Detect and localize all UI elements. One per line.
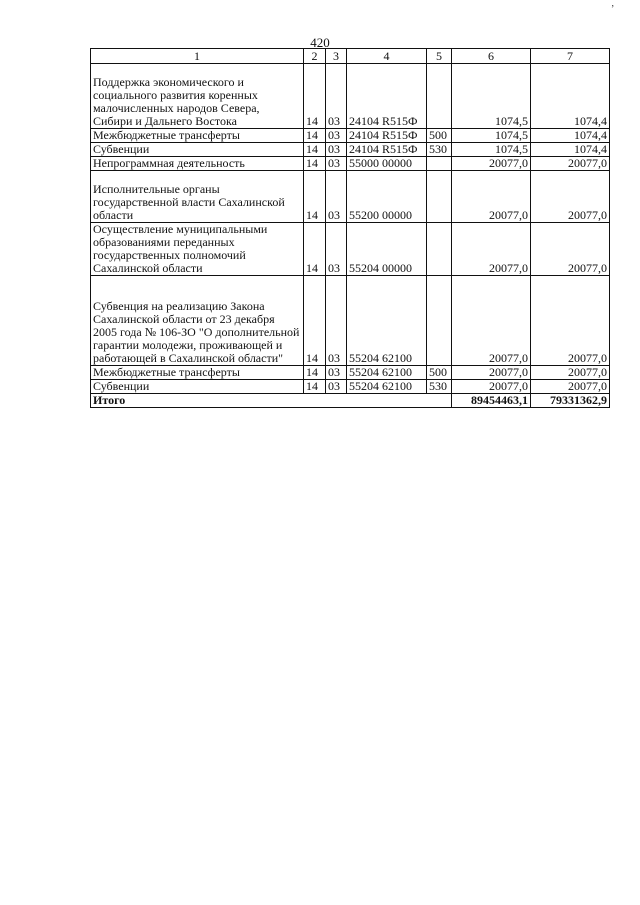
row-name-cell: Поддержка экономического и социального развития коренных малочисленных народов Севера, Сибири и Дальнего Востока (91, 64, 304, 129)
row-amount-2017-cell: 20077,0 (452, 157, 531, 171)
row-subsection-cell: 03 (326, 143, 347, 157)
row-name-cell: Субвенции (91, 143, 304, 157)
row-subsection-cell: 03 (326, 64, 347, 129)
row-section-cell: 14 (304, 366, 326, 380)
row-name-cell: Межбюджетные трансферты (91, 366, 304, 380)
corner-mark: ʼ (611, 4, 615, 15)
table-row (91, 366, 610, 380)
row-subsection-cell: 03 (326, 380, 347, 394)
row-amount-2017-cell: 20077,0 (452, 366, 531, 380)
row-expense-type-cell (427, 276, 452, 366)
row-target-code-cell: 24104 R515Ф (347, 129, 427, 143)
header-cell-6: 6 (452, 49, 531, 64)
row-amount-2018-cell: 20077,0 (531, 157, 610, 171)
row-subsection-cell: 03 (326, 366, 347, 380)
row-target-code-cell: 24104 R515Ф (347, 64, 427, 129)
row-expense-type-cell: 530 (427, 143, 452, 157)
row-amount-2017-cell: 1074,5 (452, 129, 531, 143)
row-subsection-cell: 03 (326, 129, 347, 143)
row-target-code-cell: 55000 00000 (347, 157, 427, 171)
budget-table (90, 48, 610, 408)
row-amount-2018-cell: 20077,0 (531, 171, 610, 223)
row-subsection-cell: 03 (326, 276, 347, 366)
row-section-cell: 14 (304, 143, 326, 157)
row-amount-2017-cell: 20077,0 (452, 171, 531, 223)
row-amount-2018-cell: 1074,4 (531, 129, 610, 143)
row-subsection-cell: 03 (326, 157, 347, 171)
row-target-code-cell: 55204 62100 (347, 276, 427, 366)
header-cell-1: 1 (91, 49, 304, 64)
table-header-row (91, 49, 610, 64)
row-name-cell: Субвенции (91, 380, 304, 394)
total-label: Итого (91, 394, 452, 408)
row-target-code-cell: 55204 62100 (347, 380, 427, 394)
row-expense-type-cell (427, 157, 452, 171)
header-cell-2: 2 (304, 49, 326, 64)
row-expense-type-cell (427, 64, 452, 129)
row-expense-type-cell (427, 171, 452, 223)
row-amount-2018-cell: 20077,0 (531, 366, 610, 380)
row-amount-2017-cell: 20077,0 (452, 380, 531, 394)
row-amount-2018-cell: 1074,4 (531, 64, 610, 129)
row-expense-type-cell (427, 223, 452, 276)
table-row (91, 64, 610, 129)
row-amount-2018-cell: 1074,4 (531, 143, 610, 157)
row-amount-2017-cell: 20077,0 (452, 223, 531, 276)
row-amount-2018-cell: 20077,0 (531, 276, 610, 366)
row-expense-type-cell: 500 (427, 366, 452, 380)
row-name-cell: Осуществление муниципальными образованиями переданных государственных полномочий Сахалинской области (91, 223, 304, 276)
row-subsection-cell: 03 (326, 171, 347, 223)
table-row (91, 157, 610, 171)
row-section-cell: 14 (304, 276, 326, 366)
table-row (91, 380, 610, 394)
table-row (91, 129, 610, 143)
total-amount-2017: 89454463,1 (452, 394, 531, 408)
row-section-cell: 14 (304, 380, 326, 394)
row-subsection-cell: 03 (326, 223, 347, 276)
header-cell-7: 7 (531, 49, 610, 64)
table-row (91, 223, 610, 276)
header-cell-3: 3 (326, 49, 347, 64)
row-name-cell: Межбюджетные трансферты (91, 129, 304, 143)
row-target-code-cell: 24104 R515Ф (347, 143, 427, 157)
row-section-cell: 14 (304, 171, 326, 223)
row-name-cell: Непрограммная деятельность (91, 157, 304, 171)
header-cell-5: 5 (427, 49, 452, 64)
row-target-code-cell: 55204 62100 (347, 366, 427, 380)
row-target-code-cell: 55200 00000 (347, 171, 427, 223)
row-name-cell: Субвенция на реализацию Закона Сахалинской области от 23 декабря 2005 года № 106-ЗО "О дополнительной гарантии молодежи, проживающей и работающей в Сахалинской области" (91, 276, 304, 366)
table-row (91, 171, 610, 223)
row-section-cell: 14 (304, 64, 326, 129)
header-cell-4: 4 (347, 49, 427, 64)
row-section-cell: 14 (304, 129, 326, 143)
row-expense-type-cell: 500 (427, 129, 452, 143)
page-number: 420 (310, 35, 330, 50)
row-amount-2017-cell: 20077,0 (452, 276, 531, 366)
row-amount-2017-cell: 1074,5 (452, 143, 531, 157)
row-expense-type-cell: 530 (427, 380, 452, 394)
row-amount-2018-cell: 20077,0 (531, 223, 610, 276)
row-section-cell: 14 (304, 157, 326, 171)
table-row (91, 276, 610, 366)
total-row (91, 394, 610, 408)
row-amount-2018-cell: 20077,0 (531, 380, 610, 394)
row-target-code-cell: 55204 00000 (347, 223, 427, 276)
table-row (91, 143, 610, 157)
row-amount-2017-cell: 1074,5 (452, 64, 531, 129)
total-amount-2018: 79331362,9 (531, 394, 610, 408)
row-section-cell: 14 (304, 223, 326, 276)
row-name-cell: Исполнительные органы государственной власти Сахалинской области (91, 171, 304, 223)
